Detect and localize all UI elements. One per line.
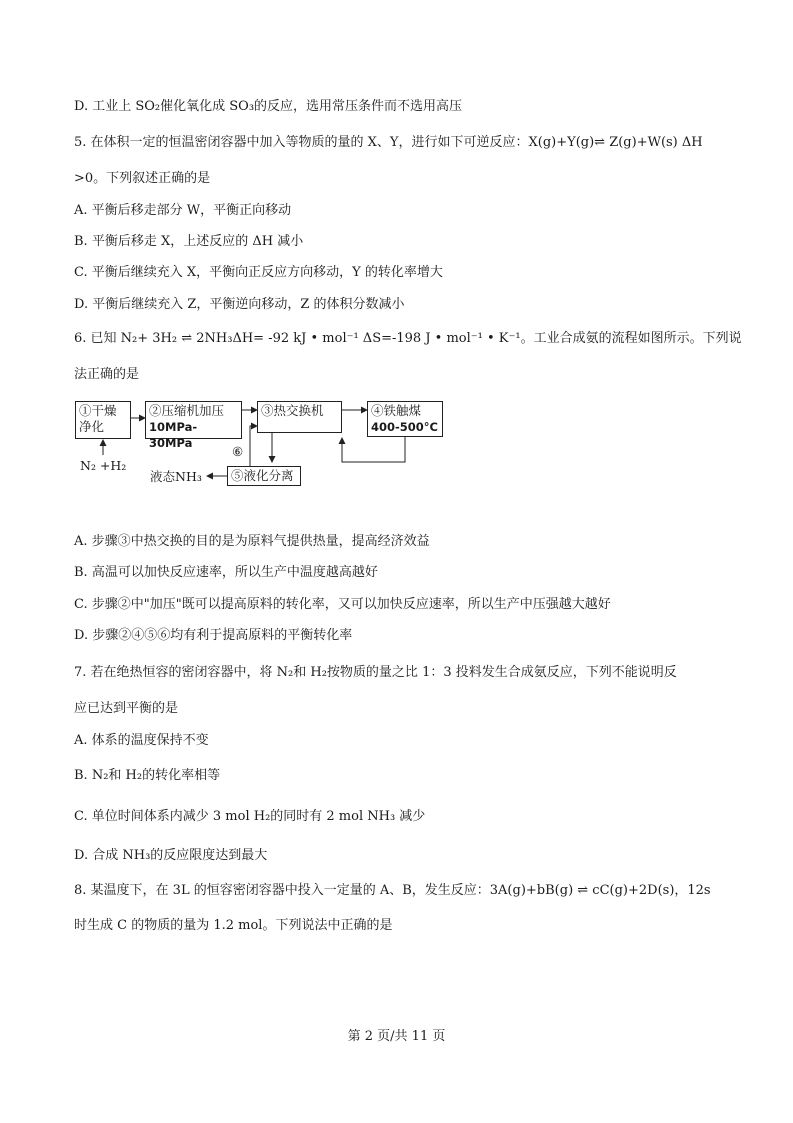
step-4-label: ④铁触煤	[371, 403, 422, 418]
option-d: D. 合成 NH₃的反应限度达到最大	[74, 848, 268, 863]
text-line: D. 工业上 SO₂催化氧化成 SO₃的反应，选用常压条件而不选用高压	[74, 99, 463, 114]
question-8-stem: 8. 某温度下，在 3L 的恒容密闭容器中投入一定量的 A、B，发生反应：3A(g)+bB(g) ⇌ cC(g)+2D(s)，12s	[74, 883, 711, 898]
option-d: D. 步骤②④⑤⑥均有利于提高原料的平衡转化率	[74, 628, 353, 643]
step-1-label-2: 净化	[79, 419, 105, 434]
step-2-label: ②压缩机加压	[149, 403, 225, 418]
text-line: 应已达到平衡的是	[74, 701, 179, 716]
step-5-label: ⑤液化分离	[231, 468, 294, 483]
option-d: D. 平衡后继续充入 Z，平衡逆向移动，Z 的体积分数减小	[74, 297, 405, 312]
step-4-temperature: 400-500°C	[371, 420, 438, 434]
option-c: C. 平衡后继续充入 X，平衡向正反应方向移动，Y 的转化率增大	[74, 265, 443, 280]
step-2-pressure: 10MPa-30MPa	[149, 420, 198, 450]
step-1-box	[75, 401, 131, 439]
recycle-step-label: ⑥	[232, 444, 244, 459]
question-7-stem: 7. 若在绝热恒容的密闭容器中，将 N₂和 H₂按物质的量之比 1：3 投料发生合成氨反应，下列不能说明反	[74, 665, 677, 680]
page-footer: 第 2 页/共 11 页	[347, 1029, 446, 1044]
option-b: B. 高温可以加快反应速率，所以生产中温度越高越好	[74, 565, 378, 580]
option-a: A. 步骤③中热交换的目的是为原料气提供热量，提高经济效益	[74, 534, 430, 549]
step-4-box	[367, 401, 443, 437]
option-b: B. N₂和 H₂的转化率相等	[74, 768, 221, 783]
question-5-stem: 5. 在体积一定的恒温密闭容器中加入等物质的量的 X、Y，进行如下可逆反应：X(g)+Y(g)⇌ Z(g)+W(s) ΔH	[74, 135, 703, 150]
step-3-box	[257, 401, 342, 433]
liquid-ammonia-label: 液态NH₃	[150, 469, 202, 484]
question-6-stem: 6. 已知 N₂+ 3H₂ ⇌ 2NH₃ΔH= -92 kJ • mol⁻¹ ΔS=-198 J • mol⁻¹ • K⁻¹。工业合成氨的流程如图所示。下列说	[74, 331, 742, 346]
step-3-label: ③热交换机	[261, 403, 324, 418]
option-a: A. 平衡后移走部分 W，平衡正向移动	[74, 203, 292, 218]
text-line: 法正确的是	[74, 367, 140, 382]
option-c: C. 单位时间体系内减少 3 mol H₂的同时有 2 mol NH₃ 减少	[74, 809, 426, 824]
feed-gas-label: N₂ +H₂	[80, 458, 127, 473]
option-b: B. 平衡后移走 X，上述反应的 ΔH 减小	[74, 234, 304, 249]
step-1-label: ①干燥	[79, 403, 117, 418]
option-c: C. 步骤②中"加压"既可以提高原料的转化率，又可以加快反应速率，所以生产中压强越大越好	[74, 597, 611, 612]
text-line: >0。下列叙述正确的是	[74, 171, 211, 186]
text-line: 时生成 C 的物质的量为 1.2 mol。下列说法中正确的是	[74, 918, 393, 933]
option-a: A. 体系的温度保持不变	[74, 733, 209, 748]
step-2-box	[145, 401, 242, 450]
step-5-box	[227, 466, 301, 486]
